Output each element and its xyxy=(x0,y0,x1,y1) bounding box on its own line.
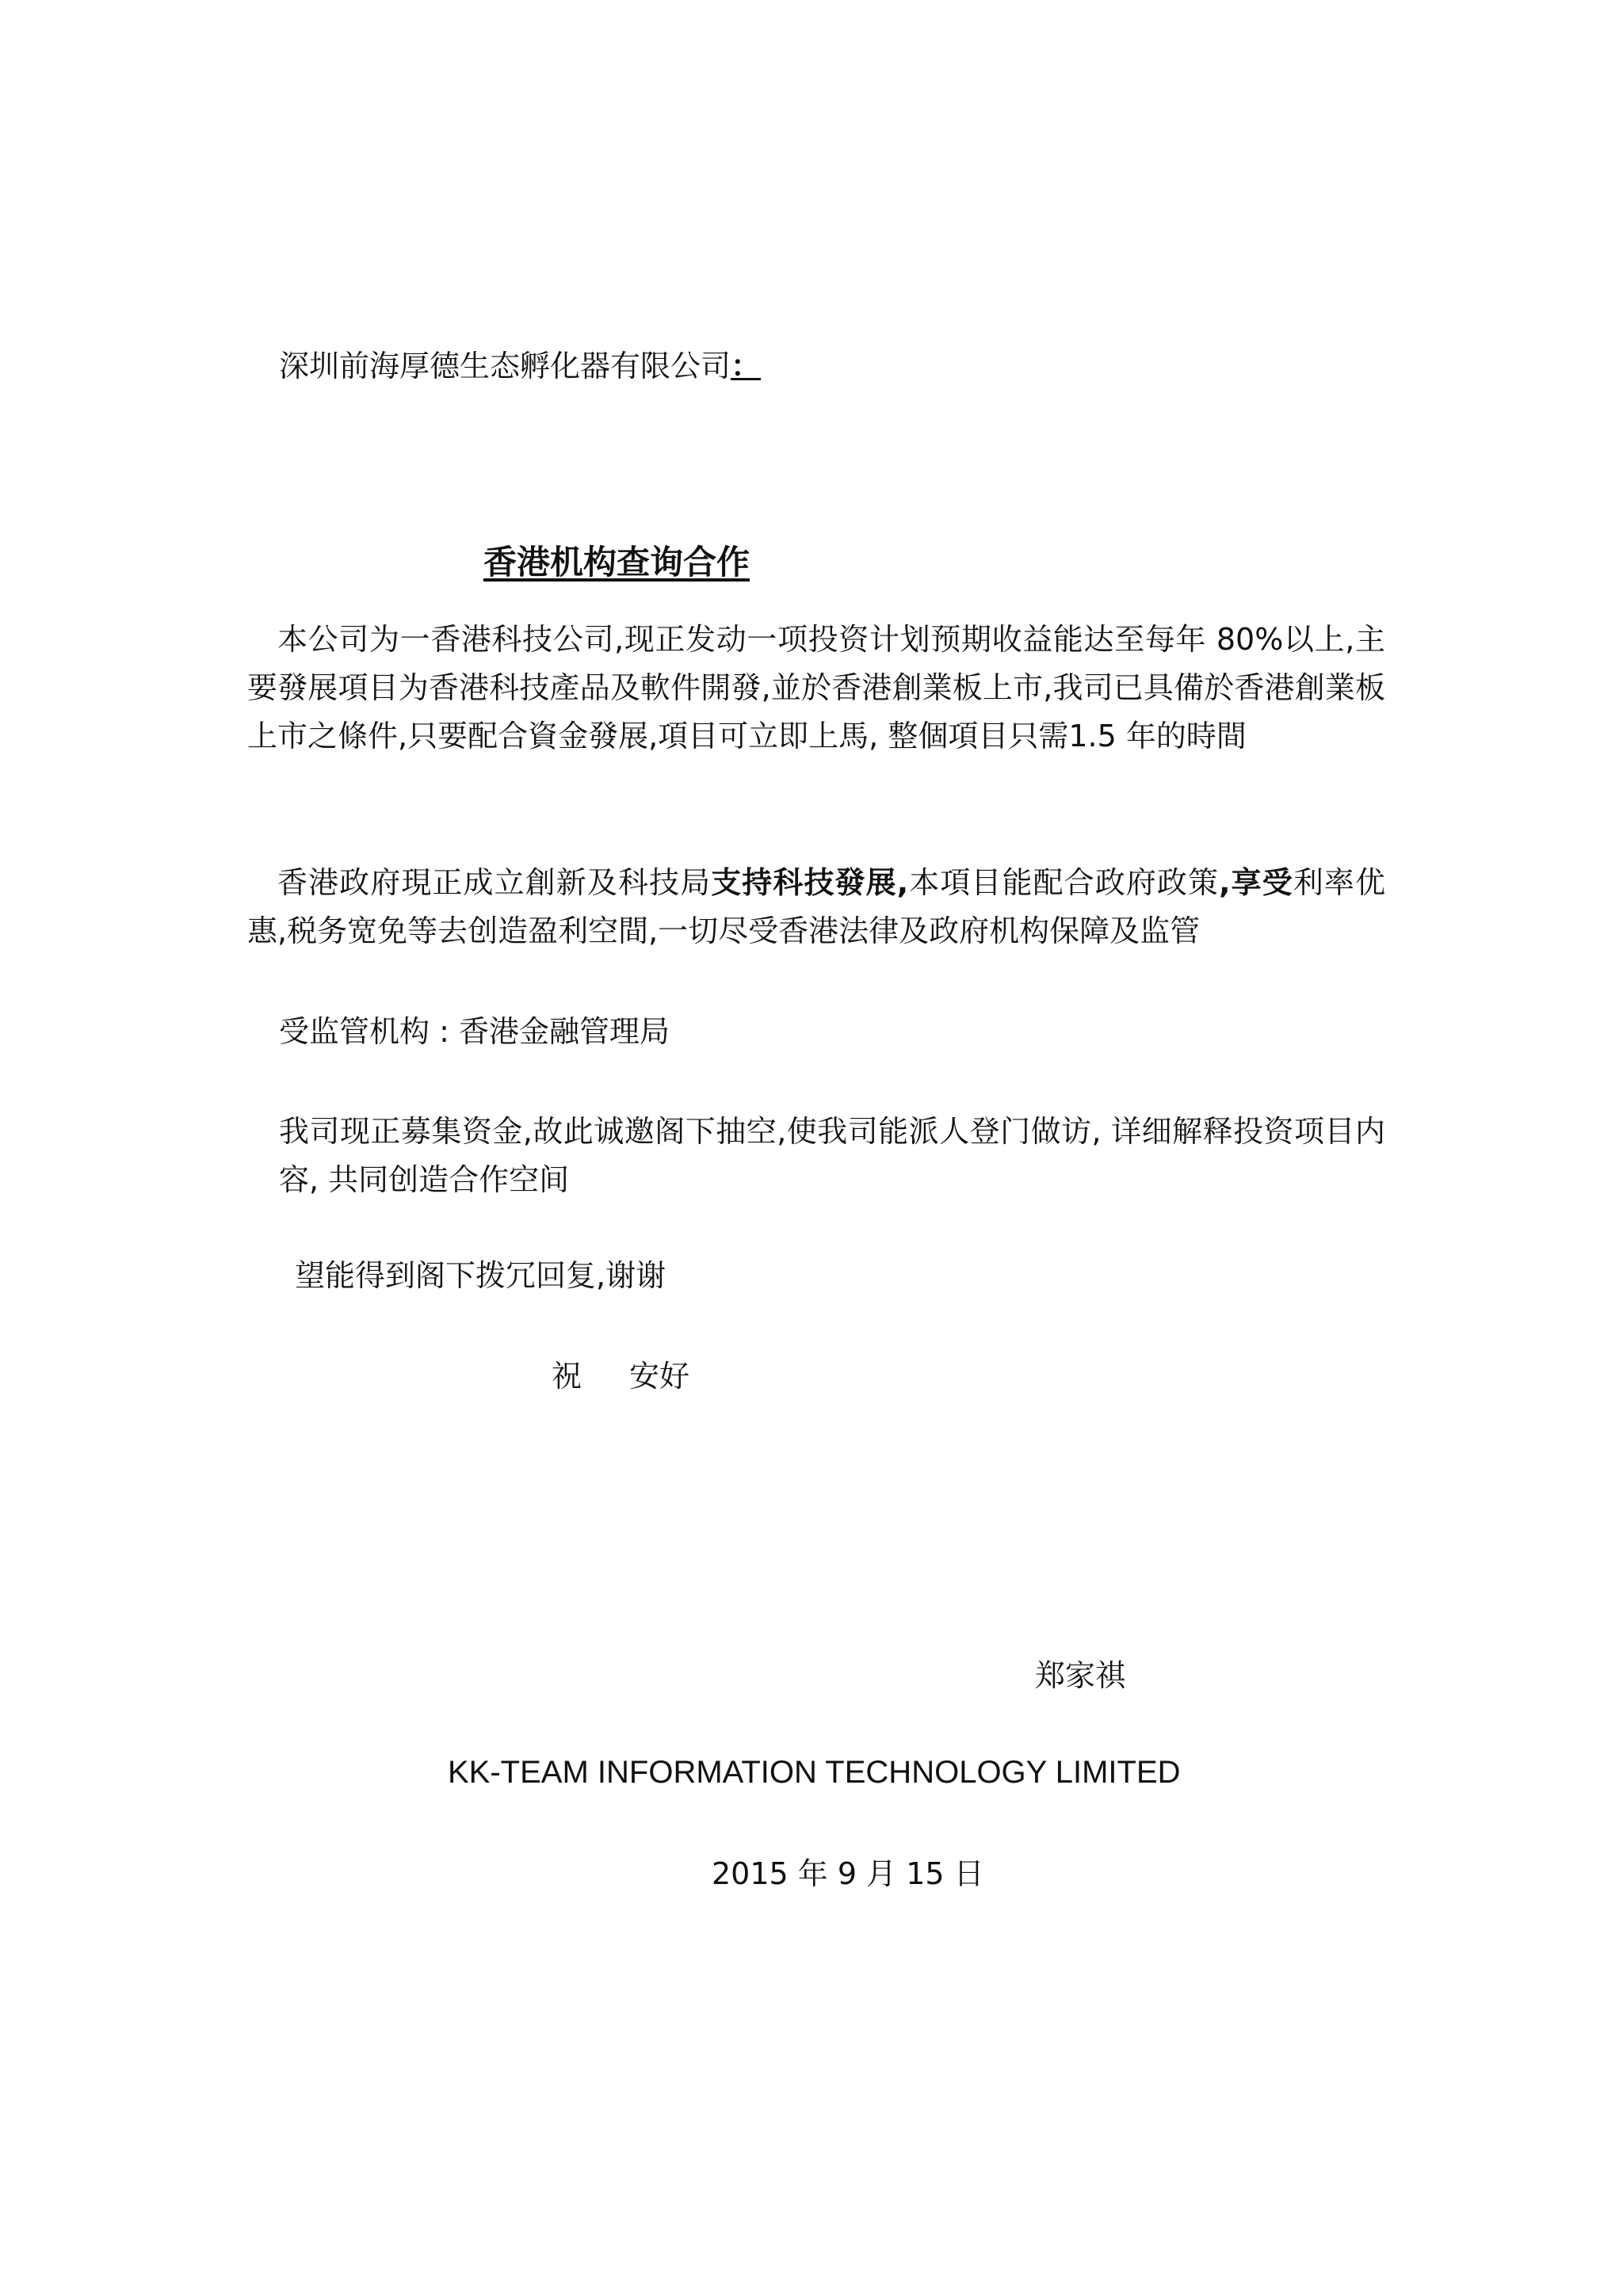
signer-name: 郑家祺 xyxy=(1035,1658,1126,1693)
greeting-line xyxy=(552,1352,689,1400)
paragraph-government-bold-1: 支持科技發展, xyxy=(711,865,909,900)
greeting-word-1: 祝 xyxy=(552,1359,582,1394)
letter-title: 香港机构查询合作 xyxy=(483,543,750,582)
company-name: KK-TEAM INFORMATION TECHNOLOGY LIMITED xyxy=(448,1755,1181,1790)
addressee-name: 深圳前海厚德生态孵化器有限公司 xyxy=(279,349,731,383)
paragraph-invitation: 我司现正募集资金,故此诚邀阁下抽空,使我司能派人登门做访, 详细解释投资项目内容, 共同创造合作空间 xyxy=(279,1114,1385,1197)
addressee-colon: ： xyxy=(731,349,762,383)
paragraph-closing: 望能得到阁下拨冗回复,谢谢 xyxy=(295,1258,666,1293)
paragraph-regulator: 受监管机构 : 香港金融管理局 xyxy=(279,1014,670,1049)
addressee-line xyxy=(279,342,761,390)
paragraph-government-text-3: 利率优惠,税务宽免等去创造盈利空間,一切尽受香港法律及政府机构保障及监管 xyxy=(247,865,1385,948)
paragraph-government-text-1: 香港政府現正成立創新及科技局 xyxy=(277,865,712,900)
paragraph-intro: 本公司为一香港科技公司,现正发动一项投资计划预期收益能达至每年 80%以上,主要發展項目为香港科技產品及軟件開發,並於香港創業板上市,我司已具備於香港創業板上市之條件,只要配合資金發展,項目可立即上馬, 整個項目只需1.5 年的時間 xyxy=(247,622,1385,753)
paragraph-government xyxy=(247,859,1385,955)
paragraph-government-bold-2: ,享受 xyxy=(1219,865,1293,900)
greeting-word-2: 安好 xyxy=(629,1359,690,1394)
paragraph-government-text-2: 本項目能配合政府政策 xyxy=(908,865,1220,900)
letter-date: 2015 年 9 月 15 日 xyxy=(712,1856,984,1891)
